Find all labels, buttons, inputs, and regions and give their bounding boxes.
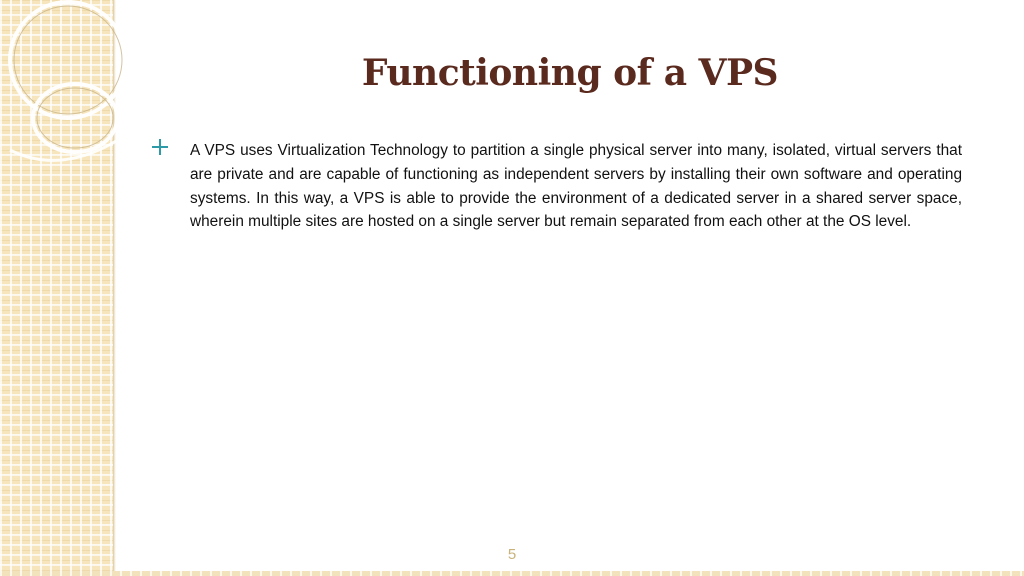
plus-icon (150, 136, 170, 158)
bullet-text: A VPS uses Virtualization Technology to partition a single physical server into many, isolated, virtual servers that are private and are capable of functioning as independent servers by installing their own software and operating systems. In this way, a VPS is able to provide the environment of a dedicated server in a shared server space, wherein multiple sites are hosted on a single server but remain separated from each other at the OS level. (190, 142, 962, 231)
bottom-strip (0, 571, 1024, 576)
page-number: 5 (507, 546, 517, 563)
slide-title: Functioning of a VPS (361, 52, 779, 94)
